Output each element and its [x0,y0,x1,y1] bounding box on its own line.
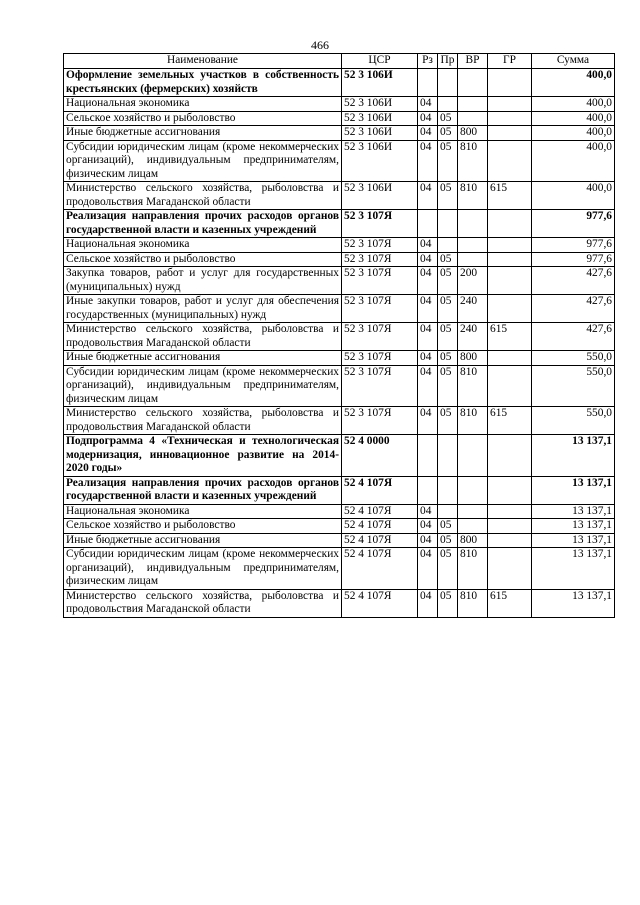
cell-csr: 52 3 107Я [342,365,418,407]
cell-pr: 05 [438,323,458,351]
cell-vr: 810 [458,548,488,590]
table-row [64,533,615,548]
cell-name: Министерство сельского хозяйства, рыболовства и продовольствия Магаданской области [64,589,342,617]
cell-rz: 04 [418,548,438,590]
cell-name: Иные закупки товаров, работ и услуг для обеспечения государственных (муниципальных) нужд [64,295,342,323]
cell-vr: 810 [458,365,488,407]
cell-pr [438,69,458,97]
cell-pr [438,97,458,112]
cell-csr: 52 3 107Я [342,210,418,238]
cell-name: Сельское хозяйство и рыболовство [64,252,342,267]
cell-csr: 52 4 107Я [342,519,418,534]
cell-rz: 04 [418,351,438,366]
cell-pr: 05 [438,252,458,267]
cell-vr: 800 [458,351,488,366]
cell-pr: 05 [438,295,458,323]
cell-vr [458,435,488,477]
cell-vr [458,519,488,534]
cell-gr: 615 [488,182,532,210]
cell-gr [488,69,532,97]
cell-gr [488,519,532,534]
cell-name: Министерство сельского хозяйства, рыболовства и продовольствия Магаданской области [64,323,342,351]
cell-name: Иные бюджетные ассигнования [64,533,342,548]
cell-name: Национальная экономика [64,97,342,112]
table-row [64,548,615,590]
cell-sum: 400,0 [532,126,615,141]
cell-rz: 04 [418,140,438,182]
cell-pr: 05 [438,519,458,534]
cell-gr [488,210,532,238]
cell-pr: 05 [438,182,458,210]
cell-sum: 13 137,1 [532,548,615,590]
cell-csr: 52 3 107Я [342,252,418,267]
cell-sum: 550,0 [532,407,615,435]
cell-sum: 400,0 [532,111,615,126]
cell-vr: 200 [458,267,488,295]
column-header-rz: Рз [418,54,438,69]
cell-rz: 04 [418,97,438,112]
cell-sum: 977,6 [532,252,615,267]
cell-csr: 52 4 107Я [342,589,418,617]
table-row [64,295,615,323]
cell-rz [418,69,438,97]
cell-csr: 52 3 107Я [342,351,418,366]
cell-pr: 05 [438,111,458,126]
cell-gr: 615 [488,589,532,617]
table-row [64,323,615,351]
cell-gr [488,126,532,141]
cell-gr [488,111,532,126]
cell-sum: 13 137,1 [532,504,615,519]
cell-sum: 13 137,1 [532,589,615,617]
table-row [64,519,615,534]
table-row [64,252,615,267]
table-row [64,365,615,407]
cell-vr: 810 [458,407,488,435]
table-row [64,126,615,141]
cell-rz [418,210,438,238]
table-body [64,69,615,618]
table-row [64,267,615,295]
cell-vr: 240 [458,323,488,351]
cell-csr: 52 4 107Я [342,476,418,504]
cell-gr [488,533,532,548]
cell-gr [488,252,532,267]
cell-pr: 05 [438,365,458,407]
cell-sum: 400,0 [532,140,615,182]
cell-sum: 400,0 [532,97,615,112]
cell-name: Министерство сельского хозяйства, рыболовства и продовольствия Магаданской области [64,407,342,435]
cell-sum: 400,0 [532,69,615,97]
cell-name: Министерство сельского хозяйства, рыболовства и продовольствия Магаданской области [64,182,342,210]
table-row [64,435,615,477]
table-row [64,140,615,182]
cell-gr [488,295,532,323]
cell-pr: 05 [438,407,458,435]
cell-sum: 400,0 [532,182,615,210]
cell-rz: 04 [418,238,438,253]
cell-vr [458,97,488,112]
table-row [64,589,615,617]
cell-name: Оформление земельных участков в собственность крестьянских (фермерских) хозяйств [64,69,342,97]
cell-name: Подпрограмма 4 «Техническая и технологическая модернизация, инновационное развитие на 2014-2020 годы» [64,435,342,477]
cell-name: Субсидии юридическим лицам (кроме некоммерческих организаций), индивидуальным предпринимателям, физическим лицам [64,140,342,182]
cell-sum: 977,6 [532,238,615,253]
table-row [64,210,615,238]
cell-gr [488,140,532,182]
column-header-pr: Пр [438,54,458,69]
column-header-vr: ВР [458,54,488,69]
cell-vr [458,69,488,97]
cell-gr [488,476,532,504]
cell-pr [438,476,458,504]
cell-gr [488,351,532,366]
cell-rz: 04 [418,111,438,126]
cell-pr [438,504,458,519]
cell-pr: 05 [438,589,458,617]
cell-gr [488,267,532,295]
cell-pr [438,210,458,238]
table-row [64,182,615,210]
cell-csr: 52 3 106И [342,69,418,97]
cell-rz: 04 [418,182,438,210]
cell-gr [488,238,532,253]
cell-sum: 13 137,1 [532,476,615,504]
cell-csr: 52 3 107Я [342,295,418,323]
cell-vr [458,252,488,267]
cell-rz: 04 [418,519,438,534]
cell-vr [458,504,488,519]
cell-rz: 04 [418,407,438,435]
cell-csr: 52 3 106И [342,111,418,126]
cell-pr [438,435,458,477]
cell-sum: 427,6 [532,267,615,295]
cell-pr: 05 [438,126,458,141]
cell-name: Иные бюджетные ассигнования [64,351,342,366]
table-row [64,351,615,366]
cell-name: Сельское хозяйство и рыболовство [64,111,342,126]
page-number: 466 [311,38,329,52]
cell-csr: 52 3 107Я [342,238,418,253]
cell-rz [418,435,438,477]
cell-vr: 800 [458,126,488,141]
cell-csr: 52 4 107Я [342,548,418,590]
cell-gr [488,365,532,407]
cell-csr: 52 4 107Я [342,504,418,519]
cell-vr [458,111,488,126]
cell-vr: 240 [458,295,488,323]
cell-rz: 04 [418,365,438,407]
cell-gr [488,504,532,519]
cell-pr: 05 [438,267,458,295]
cell-name: Субсидии юридическим лицам (кроме некоммерческих организаций), индивидуальным предпринимателям, физическим лицам [64,548,342,590]
cell-vr: 800 [458,533,488,548]
cell-gr: 615 [488,323,532,351]
table-row [64,476,615,504]
cell-rz [418,476,438,504]
table-row [64,238,615,253]
cell-csr: 52 3 106И [342,140,418,182]
cell-rz: 04 [418,533,438,548]
cell-vr: 810 [458,589,488,617]
column-header-name: Наименование [64,54,342,69]
cell-csr: 52 3 106И [342,126,418,141]
cell-vr: 810 [458,182,488,210]
table-row [64,504,615,519]
cell-name: Сельское хозяйство и рыболовство [64,519,342,534]
cell-rz: 04 [418,323,438,351]
cell-vr: 810 [458,140,488,182]
cell-name: Субсидии юридическим лицам (кроме некоммерческих организаций), индивидуальным предпринимателям, физическим лицам [64,365,342,407]
cell-rz: 04 [418,126,438,141]
table-row [64,407,615,435]
cell-sum: 427,6 [532,295,615,323]
cell-rz: 04 [418,252,438,267]
cell-rz: 04 [418,295,438,323]
cell-rz: 04 [418,267,438,295]
cell-pr: 05 [438,533,458,548]
cell-vr [458,476,488,504]
cell-gr [488,435,532,477]
cell-csr: 52 4 0000 [342,435,418,477]
cell-sum: 427,6 [532,323,615,351]
table-header-row [64,54,615,69]
cell-gr [488,548,532,590]
cell-name: Иные бюджетные ассигнования [64,126,342,141]
cell-pr: 05 [438,140,458,182]
cell-gr: 615 [488,407,532,435]
column-header-gr: ГР [488,54,532,69]
cell-name: Национальная экономика [64,504,342,519]
cell-sum: 13 137,1 [532,533,615,548]
cell-gr [488,97,532,112]
cell-csr: 52 4 107Я [342,533,418,548]
cell-csr: 52 3 107Я [342,323,418,351]
cell-name: Реализация направления прочих расходов органов государственной власти и казенных учреждений [64,476,342,504]
cell-pr [438,238,458,253]
cell-name: Закупка товаров, работ и услуг для государственных (муниципальных) нужд [64,267,342,295]
cell-sum: 550,0 [532,351,615,366]
cell-sum: 550,0 [532,365,615,407]
cell-vr [458,238,488,253]
cell-pr: 05 [438,351,458,366]
column-header-csr: ЦСР [342,54,418,69]
column-header-sum: Сумма [532,54,615,69]
cell-name: Реализация направления прочих расходов органов государственной власти и казенных учреждений [64,210,342,238]
table-row [64,69,615,97]
budget-table [63,53,615,618]
cell-sum: 977,6 [532,210,615,238]
cell-rz: 04 [418,589,438,617]
cell-csr: 52 3 106И [342,182,418,210]
cell-name: Национальная экономика [64,238,342,253]
cell-csr: 52 3 107Я [342,267,418,295]
cell-sum: 13 137,1 [532,519,615,534]
cell-vr [458,210,488,238]
cell-rz: 04 [418,504,438,519]
cell-sum: 13 137,1 [532,435,615,477]
table-row [64,111,615,126]
table-row [64,97,615,112]
cell-csr: 52 3 107Я [342,407,418,435]
cell-pr: 05 [438,548,458,590]
cell-csr: 52 3 106И [342,97,418,112]
